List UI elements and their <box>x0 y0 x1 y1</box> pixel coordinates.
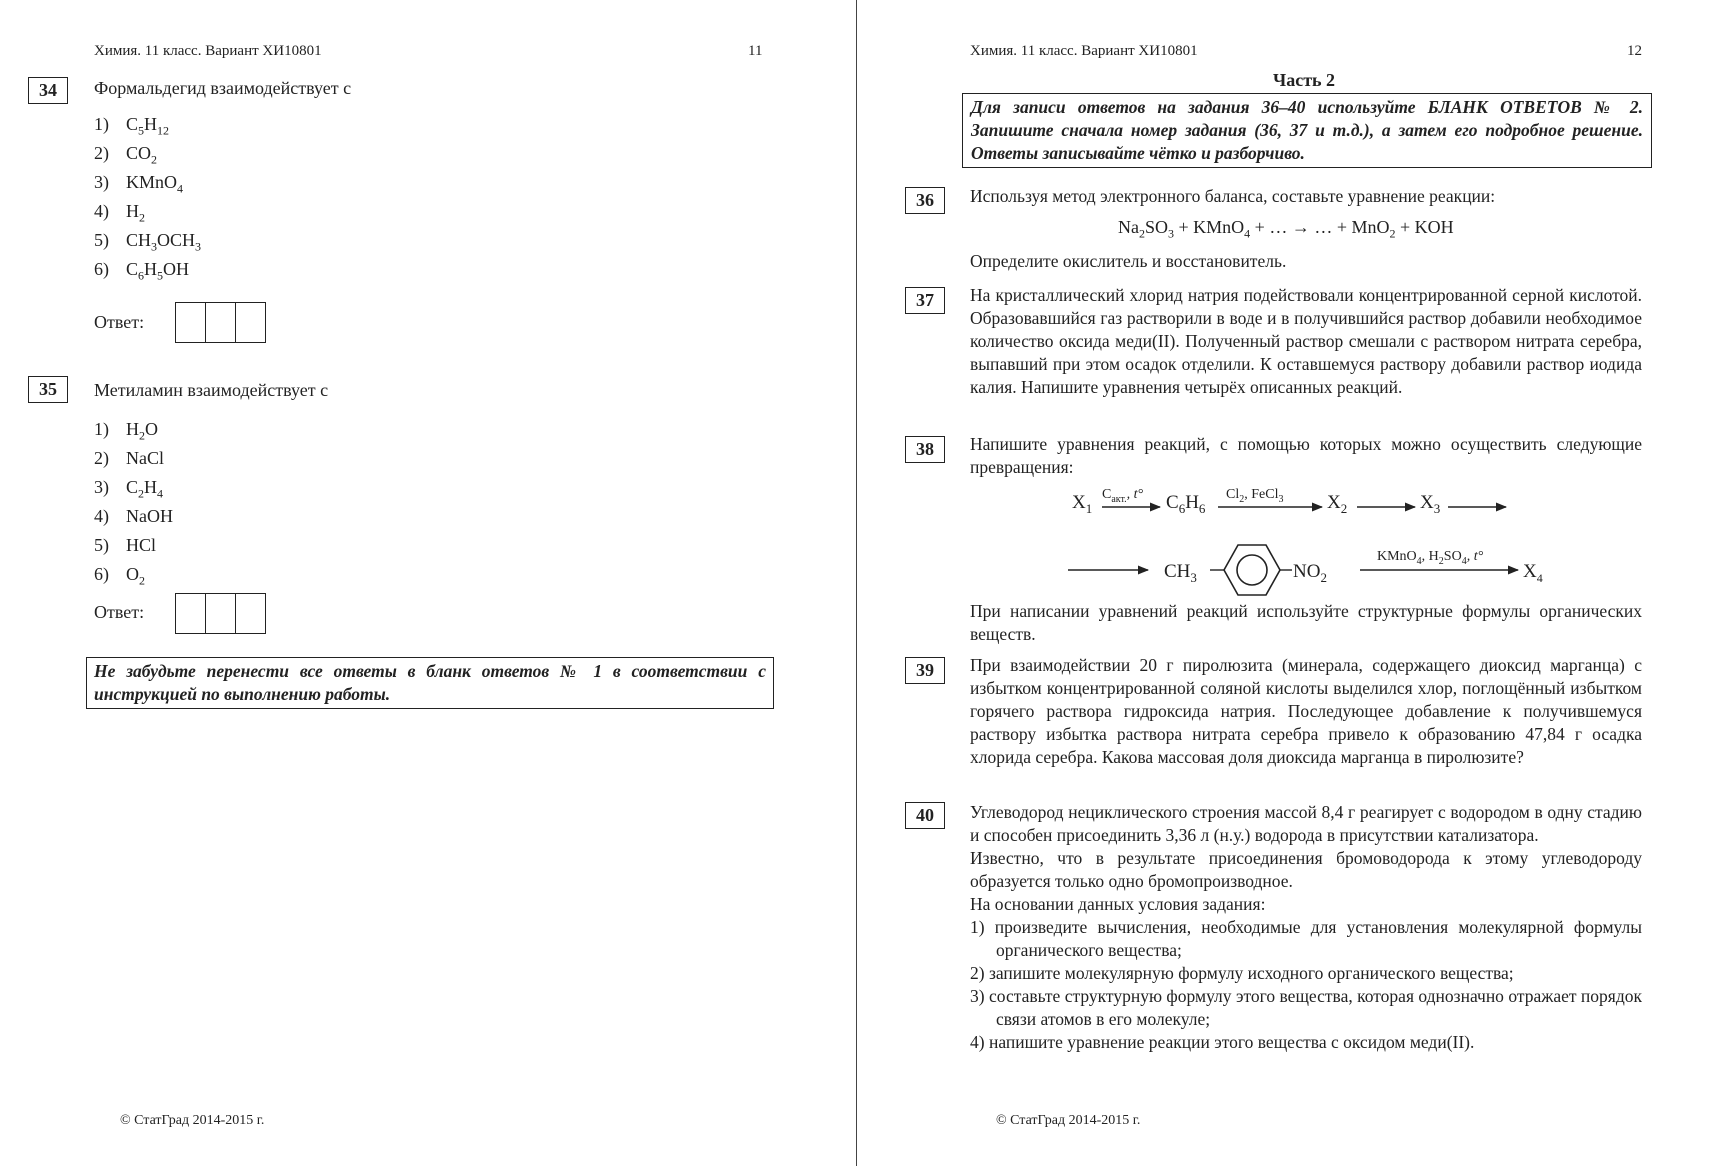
option-item: 2) NaCl <box>94 448 164 468</box>
reaction-scheme <box>1060 478 1520 596</box>
copyright: © СтатГрад 2014-2015 г. <box>120 1113 265 1128</box>
page-number: 11 <box>748 43 763 59</box>
left-page <box>0 0 856 1166</box>
question-39-text: При взаимодействии 20 г пиролюзита (минерала, содержащего диоксид марганца) с избытком концентрированной соляной кислоты выделился хлор, поглощённый избытком горячего раствора гидроксида натрия. Последующее добавление к получившемуся раствору избытка раствора нитрата серебра привело к образованию 47,84 г осадка хлорида серебра. Какова массовая доля диоксида марганца в пиролюзите? <box>970 655 1642 767</box>
reminder-note: Не забудьте перенести все ответы в бланк ответов № 1 в соответствии с инструкцией по выполнению работы. <box>86 657 774 709</box>
answer-label-35: Ответ: <box>94 602 145 622</box>
question-40-condition: Углеводород нециклического строения массой 8,4 г реагирует с водородом в одну стадию и способен присоединить 3,36 л (н.у.) водорода в присутствии катализатора. <box>970 802 1642 845</box>
option-item: 5) $CH_3OCH_3$ <box>94 230 202 254</box>
answer-boxes-35[interactable] <box>176 593 266 634</box>
answer-boxes-34[interactable] <box>176 302 266 343</box>
scheme-x4: $X_4$ <box>1523 561 1543 585</box>
question-38-text: Напишите уравнения реакций, с помощью которых можно осуществить следующие превращения: <box>970 434 1642 477</box>
question-number-36: 36 <box>905 187 945 214</box>
scheme-x2: $X_2$ <box>1327 492 1348 516</box>
answer-box[interactable] <box>175 593 206 634</box>
question-40-basis: На основании данных условия задания: <box>970 894 1266 914</box>
part-title: Часть 2 <box>1273 70 1336 90</box>
instruction-box: Для записи ответов на задания 36–40 используйте БЛАНК ОТВЕТОВ № 2. Запишите сначала номер задания (36, 37 и т.д.), а затем его подробное решение. Ответы записывайте чётко и разборчиво. <box>962 93 1652 168</box>
option-item: 3) $C_2H_4$ <box>94 477 164 501</box>
scheme-methyl: $CH_3$ <box>1164 561 1197 585</box>
option-item: 6) $O_2$ <box>94 564 145 588</box>
answer-box[interactable] <box>235 302 266 343</box>
question-40-item: 4) напишите уравнение реакции этого вещества с оксидом меди(II). <box>970 1032 1475 1052</box>
question-40-known: Известно, что в результате присоединения бромоводорода к этому углеводороду образуется только одно бромопроизводное. <box>970 848 1642 891</box>
question-number-38: 38 <box>905 436 945 463</box>
answer-label-34: Ответ: <box>94 312 145 332</box>
scheme-benzene: $C_6H_6$ <box>1166 492 1206 516</box>
question-40-items <box>970 916 1642 1054</box>
option-item: 5) HCl <box>94 535 157 555</box>
question-36-followup: Определите окислитель и восстановитель. <box>970 251 1287 271</box>
question-36-text: Используя метод электронного баланса, составьте уравнение реакции: <box>970 186 1496 206</box>
scheme-condition-1: $C_{акт.}$, t° <box>1102 487 1144 505</box>
question-40-text <box>970 801 1642 1054</box>
scheme-nitro: $NO_2$ <box>1293 561 1327 585</box>
question-number-34: 34 <box>28 77 68 104</box>
copyright: © СтатГрад 2014-2015 г. <box>996 1113 1141 1128</box>
question-number-40: 40 <box>905 802 945 829</box>
option-item: 2) $CO_2$ <box>94 143 158 167</box>
question-35-options <box>94 416 173 590</box>
question-number-37: 37 <box>905 287 945 314</box>
question-35-text: Метиламин взаимодействует с <box>94 380 329 400</box>
scheme-x1: $X_1$ <box>1072 492 1093 516</box>
page-number: 12 <box>1627 43 1642 59</box>
option-item: 4) $H_2$ <box>94 201 145 225</box>
question-36-equation: $Na_2SO_3$ + KMnO$_4$ + … → … + MnO$_2$ + KOH <box>1118 217 1454 241</box>
option-item: 1) $H_2O$ <box>94 419 158 443</box>
question-40-item: 1) произведите вычисления, необходимые для установления молекулярной формулы органического вещества; <box>970 917 1642 960</box>
answer-box[interactable] <box>235 593 266 634</box>
option-item: 1) $C_5H_{12}$ <box>94 114 170 138</box>
question-40-item: 2) запишите молекулярную формулу исходного органического вещества; <box>970 963 1514 983</box>
question-38-followup: При написании уравнений реакций используйте структурные формулы органических веществ. <box>970 601 1642 644</box>
question-number-35: 35 <box>28 376 68 403</box>
question-34-options <box>94 114 201 288</box>
option-item: 4) NaOH <box>94 506 173 526</box>
question-34-text: Формальдегид взаимодействует с <box>94 78 352 98</box>
scheme-condition-2: $Cl_2$, FeCl$_3$ <box>1226 487 1284 505</box>
option-item: 3) KMnO$_4$ <box>94 172 184 196</box>
option-item: 6) $C_6H_5OH$ <box>94 259 190 283</box>
answer-box[interactable] <box>175 302 206 343</box>
scheme-condition-3: KMnO$_4$, $H_2SO_4$, t° <box>1377 549 1484 567</box>
page-header: Химия. 11 класс. Вариант ХИ10801 <box>94 43 322 59</box>
answer-box[interactable] <box>205 302 236 343</box>
scheme-x3: $X_3$ <box>1420 492 1441 516</box>
question-40-item: 3) составьте структурную формулу этого вещества, которая однозначно отражает порядок связи атомов в его молекуле; <box>970 986 1642 1029</box>
question-number-39: 39 <box>905 657 945 684</box>
question-37-text: На кристаллический хлорид натрия подействовали концентрированной серной кислотой. Образовавшийся газ растворили в воде и в получившийся раствор добавили необходимое количество оксида меди(II). Полученный раствор смешали с раствором нитрата серебра, выпавший при этом осадок отделили. К оставшемуся раствору добавили раствор иодида калия. Напишите уравнения четырёх описанных реакций. <box>970 285 1642 397</box>
answer-box[interactable] <box>205 593 236 634</box>
page-header: Химия. 11 класс. Вариант ХИ10801 <box>970 43 1198 59</box>
benzene-ring <box>1224 545 1280 595</box>
